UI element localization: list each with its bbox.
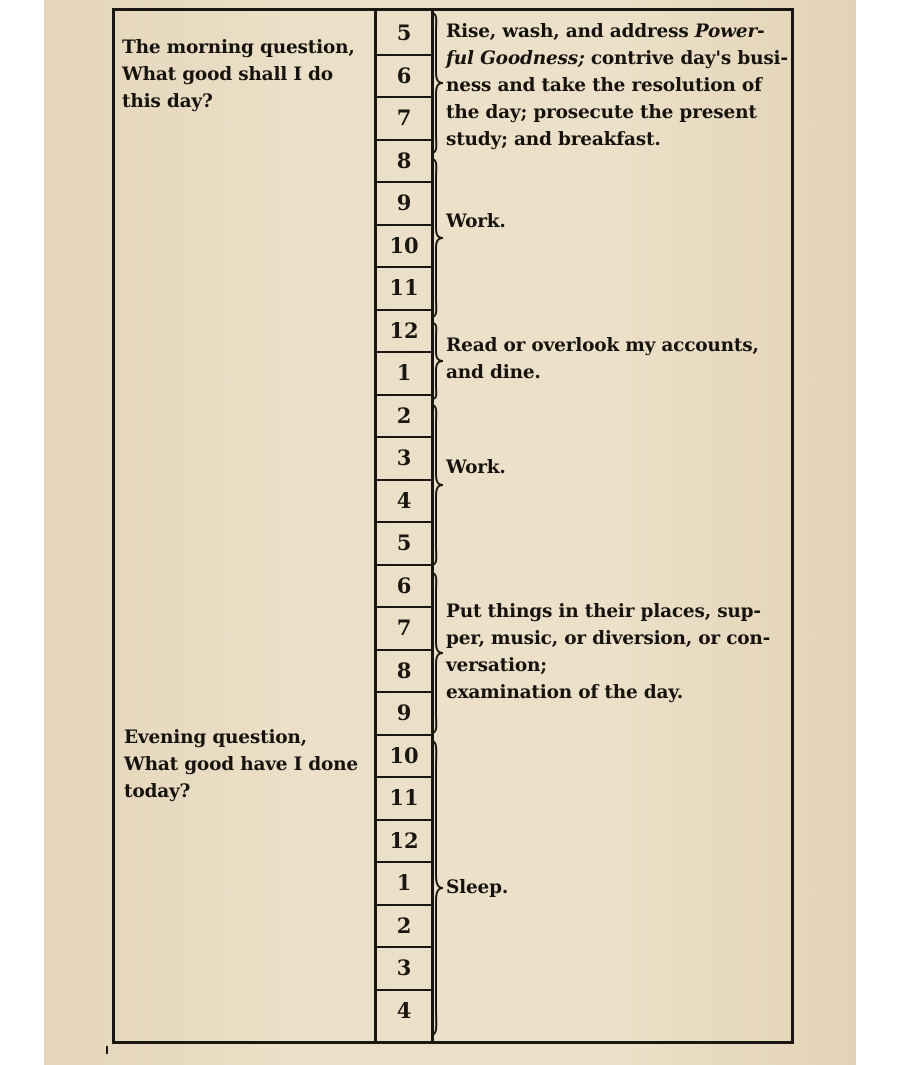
hour-cell: 7	[396, 105, 412, 130]
brace-evening	[430, 572, 444, 734]
hour-cell: 10	[389, 232, 419, 258]
brace-work-afternoon	[430, 404, 444, 566]
hour-cell: 6	[396, 572, 412, 598]
morning-question	[122, 34, 355, 115]
brace-morning	[430, 12, 444, 154]
rise-text-2: contrive day's busi-	[584, 48, 788, 69]
accounts-line-2: and dine.	[446, 362, 541, 383]
activity-accounts	[446, 332, 759, 386]
hour-cell: 4	[396, 487, 412, 513]
hour-cell: 6	[396, 62, 412, 88]
hour-cell: 2	[396, 402, 412, 428]
hour-cell: 1	[396, 870, 412, 895]
activity-work-afternoon: Work.	[446, 457, 506, 478]
hour-cell: 8	[396, 147, 412, 173]
evening-question-line-2: What good have I done	[124, 754, 358, 775]
hour-cell: 9	[396, 190, 412, 215]
hour-cell: 7	[396, 615, 412, 640]
activity-rise	[446, 18, 788, 153]
brace-sleep	[430, 740, 444, 1036]
brace-work-morning	[430, 158, 444, 318]
hour-cell: 11	[389, 275, 419, 300]
morning-question-line-1: The morning question,	[122, 37, 355, 58]
hour-cell: 11	[389, 785, 419, 810]
brace-accounts	[430, 322, 444, 400]
rise-text-3: ness and take the resolution of	[446, 75, 762, 96]
activity-evening	[446, 598, 770, 706]
hour-cell: 9	[396, 700, 412, 725]
activity-sleep: Sleep.	[446, 877, 509, 898]
rise-text-4: the day; prosecute the present	[446, 102, 757, 123]
hour-cell: 10	[389, 742, 419, 768]
hour-cell: 2	[396, 912, 412, 938]
morning-question-line-2: What good shall I do	[122, 64, 333, 85]
hour-cell: 3	[396, 445, 412, 470]
hour-cell: 12	[389, 827, 419, 853]
morning-question-line-3: this day?	[122, 91, 213, 112]
hour-cell: 8	[396, 657, 412, 683]
hour-cell: 1	[396, 360, 412, 385]
activity-work-morning: Work.	[446, 211, 506, 232]
accounts-line-1: Read or overlook my accounts,	[446, 335, 759, 356]
hour-cell: 4	[396, 997, 412, 1023]
evening-line-2: per, music, or diversion, or con-	[446, 628, 771, 649]
rise-text-italic-1: Power-	[694, 21, 765, 42]
hour-cell: 12	[389, 317, 419, 343]
evening-question-line-1: Evening question,	[124, 727, 307, 748]
hour-cell: 5	[396, 20, 412, 45]
rise-text-5: study; and breakfast.	[446, 129, 661, 150]
rise-text-italic-2: ful Goodness;	[446, 48, 585, 69]
hour-cell: 3	[396, 955, 412, 980]
rise-text-1: Rise, wash, and address	[446, 21, 695, 42]
evening-question-line-3: today?	[124, 781, 191, 802]
evening-line-3: versation;	[446, 655, 547, 676]
page-mark	[106, 1046, 108, 1054]
evening-line-1: Put things in their places, sup-	[446, 601, 761, 622]
evening-question	[124, 724, 358, 805]
evening-line-4: examination of the day.	[446, 682, 683, 703]
hour-cell: 5	[396, 530, 412, 555]
